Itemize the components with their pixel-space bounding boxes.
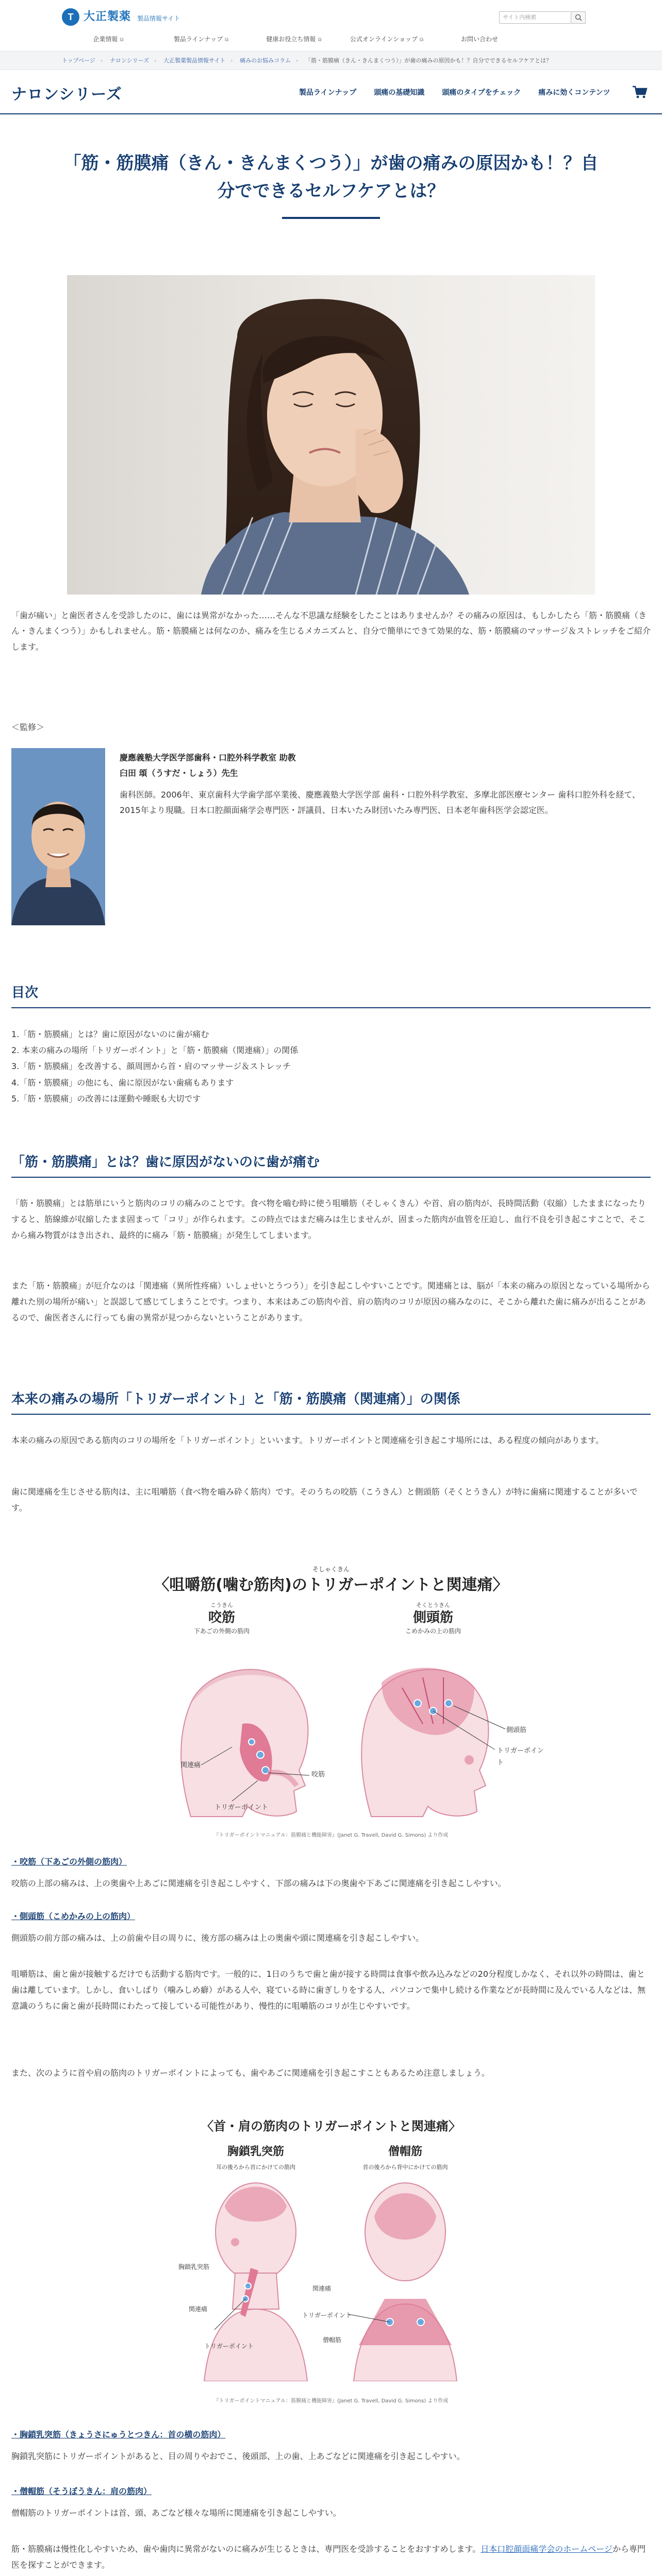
nav-pain-contents[interactable]: 痛みに効くコンテンツ <box>538 89 610 97</box>
corp-nav-products[interactable]: 製品ラインナップ ⧉ <box>173 36 229 43</box>
trapezius-heading: ・僧帽筋（そうぼうきん：肩の筋肉） <box>11 2486 152 2496</box>
chevron-right-icon: › <box>154 57 157 64</box>
corp-nav-shop[interactable]: 公式オンラインショップ ⧉ <box>350 36 424 43</box>
figure-neck-shoulder-muscles <box>173 2119 489 2407</box>
toc-divider <box>11 1007 651 1008</box>
scm-text: 胸鎖乳突筋にトリガーポイントがあると、目の周りやおでこ、後頭部、上の歯、上あごなどに関連痛を引き起こしやすい。 <box>11 2451 465 2461</box>
toc-item[interactable]: 3.「筋・筋膜痛」を改善する、顔周囲から首・肩のマッサージ＆ストレッチ <box>11 1061 291 1072</box>
chevron-right-icon: › <box>101 57 103 64</box>
label-referred-pain: 関連痛 <box>312 2285 332 2292</box>
corp-nav-contact[interactable]: お問い合わせ <box>460 36 498 43</box>
search-button[interactable] <box>571 11 586 24</box>
label-trigger-point: トリガーポイント <box>204 2343 254 2350</box>
trapezius-text: 僧帽筋のトリガーポイントは首、頭、あごなど様々な場所に関連痛を引き起こしやすい。 <box>11 2508 341 2518</box>
label-trapezius: 僧帽筋 <box>323 2336 342 2344</box>
nav-headache-check[interactable]: 頭痛のタイプをチェック <box>442 89 521 97</box>
figure-panel-right: そくとうきん 側頭筋 こめかみの上の筋肉 <box>371 1600 495 1637</box>
external-link-icon: ⧉ <box>419 37 424 43</box>
corp-nav-company[interactable]: 企業情報 ⧉ <box>93 36 124 43</box>
section-2-paragraph: 歯に関連痛を生じさせる筋肉は、主に咀嚼筋（食べ物を嚙み砕く筋肉）です。そのうちの咬筋（こうきん）と側頭筋（そくとうきん）が特に歯痛に関連することが多いです。 <box>11 1487 638 1513</box>
corporate-nav <box>62 34 526 45</box>
section-divider <box>11 1177 651 1178</box>
hero-image-woman-toothache <box>67 275 595 595</box>
table-of-contents <box>11 1026 651 1107</box>
section-1-heading: 「筋・筋膜痛」とは？歯に原因がないのに歯が痛む <box>11 1155 320 1170</box>
figure-masticatory-muscles <box>113 1564 549 1842</box>
toc-item[interactable]: 5.「筋・筋膜痛」の改善には運動や睡眠も大切です <box>11 1093 201 1104</box>
section-2-paragraph: 本来の痛みの原因である筋肉のコリの場所を「トリガーポイント」といいます。トリガーポイントと関連痛を引き起こす場所には、ある程度の傾向があります。 <box>11 1435 604 1445</box>
cart-icon[interactable] <box>632 86 648 99</box>
masseter-text: 咬筋の上部の痛みは、上の奥歯や上あごに関連痛を引き起こしやすく、下部の痛みは下の奥歯や下あごに関連痛を引き起こしやすい。 <box>11 1878 506 1888</box>
product-header <box>0 70 662 114</box>
trapezius-title: 僧帽筋 <box>388 2145 422 2158</box>
scm-heading: ・胸鎖乳突筋（きょうさにゅうとつきん：首の横の筋肉） <box>11 2430 226 2439</box>
figure-title: 〈首・肩の筋肉のトリガーポイントと関連痛〉 <box>201 2119 461 2133</box>
jaofp-link[interactable]: 日本口腔顔面痛学会のホームページ <box>481 2544 613 2554</box>
label-scm: 胸鎖乳突筋 <box>178 2263 210 2270</box>
toc-item[interactable]: 1.「筋・筋膜痛」とは？歯に原因がないのに歯が痛む <box>11 1029 209 1039</box>
section-2-paragraph: 咀嚼筋は、歯と歯が接触するだけでも活動する筋肉です。一般的に、1日のうちで歯と歯が接する時間は食事や飲み込みなどの20分程度しかなく、それ以外の時間は、歯と歯は離しています。しかし、食いしばり（噛みしめ癖）がある人や、寝ている時に歯ぎしりをする人、パソコンで集中し続ける作業などが長時間に及んでいる人などは、無意識のうちに歯と歯が長時間にわたって接している可能性があり、慢性的に咀嚼筋のコリが生じやすいです。 <box>11 1969 646 2011</box>
figure-caption: 『トリガーポイントマニュアル：筋膜痛と機能障害』(Janet G. Travell, David G. Simons) より作成 <box>213 2398 449 2404</box>
section-1-paragraph: また「筋・筋膜痛」が厄介なのは「関連痛（異所性疼痛）いしょせいとうつう）」を引き起こしやすいことです。関連痛とは、脳が「本来の痛みの原因となっている場所から離れた別の場所が痛い」と誤認して感じてしまうことです。つまり、本来はあごの筋肉や首、肩の筋肉のコリが原因の痛みなのに、そこから離れた歯に痛みが出ることがあるので、歯医者さんに行っても歯の異常が見つからないということがあります。 <box>11 1281 650 1323</box>
label-referred-pain: 関連痛 <box>189 2306 208 2313</box>
masseter-title: 咬筋 <box>208 1610 235 1626</box>
corporate-logo-sub: 製品情報サイト <box>137 14 180 22</box>
toc-heading: 目次 <box>11 985 39 1001</box>
scm-title: 胸鎖乳突筋 <box>227 2145 284 2158</box>
temporalis-title: 側頭筋 <box>412 1610 453 1626</box>
breadcrumb-item[interactable]: ナロンシリーズ <box>109 57 150 64</box>
site-search-input[interactable]: サイト内検索 <box>499 11 571 24</box>
masseter-heading: ・咬筋（下あごの外側の筋肉） <box>11 1857 127 1867</box>
corporate-logo[interactable] <box>62 7 180 27</box>
figure-panel-right: 僧帽筋 首の後ろから背中にかけての筋肉 <box>343 2142 467 2172</box>
corporate-logo-text: 大正製薬 <box>84 10 131 23</box>
section-2-paragraph: また、次のように首や肩の筋肉のトリガーポイントによっても、歯やあごに関連痛を引き起こすこともあるため注意しましょう。 <box>11 2068 490 2078</box>
nav-headache-basics[interactable]: 頭痛の基礎知識 <box>374 89 425 97</box>
label-trigger-point: トリガーポイント <box>214 1804 268 1811</box>
breadcrumb <box>0 52 662 70</box>
label-trigger-point: トリガーポイント <box>302 2312 352 2319</box>
figure-title: 〈咀嚼筋(噛む筋肉)のトリガーポイントと関連痛〉 <box>154 1576 508 1594</box>
breadcrumb-item[interactable]: 痛みのお悩みコラム <box>240 57 291 64</box>
figure-ruby: そしゃくきん <box>312 1566 350 1573</box>
hero-illustration <box>67 275 595 595</box>
external-link-icon: ⧉ <box>120 37 124 43</box>
corp-nav-health[interactable]: 健康お役立ち情報 ⧉ <box>266 36 322 43</box>
chevron-right-icon: › <box>296 57 299 64</box>
supervisor-label: ＜監修＞ <box>11 722 45 732</box>
supervisor-photo <box>11 748 105 925</box>
toc-item[interactable]: 2. 本来の痛みの場所「トリガーポイント」と「筋・筋膜痛（関連痛）」の関係 <box>11 1045 299 1056</box>
external-link-icon: ⧉ <box>225 37 229 43</box>
temporalis-heading: ・側頭筋（こめかみの上の筋肉） <box>11 1911 136 1921</box>
breadcrumb-current: 「筋・筋膜痛（きん・きんまくつう）」が歯の痛みの原因かも！？自分でできるセルフケアとは？ <box>305 57 552 64</box>
chevron-right-icon: › <box>230 57 233 64</box>
figure-panel-left: 胸鎖乳突筋 耳の後ろから首にかけての筋肉 <box>194 2142 318 2172</box>
label-masseter: 咬筋 <box>311 1771 325 1778</box>
figure-heads-illustration <box>113 1647 549 1822</box>
section-1-paragraph: 「筋・筋膜痛」とは筋単にいうと筋肉のコリの痛みのことです。食べ物を嚙む時に使う咀嚼筋（そしゃくきん）や首、肩の筋肉が、長時間活動（収縮）したままになったりすると、筋線維が収縮したまま固まって「コリ」が作られます。この時点ではまだ痛みは生じませんが、固まった筋肉が血管を圧迫し、血行不良を引き起こすことで、そこから痛み物質がはき出され、最終的に痛み「筋・筋膜痛」が発生してしまいます。 <box>11 1198 646 1241</box>
taisho-logo-icon: T <box>62 8 79 26</box>
section-2-paragraph: 筋・筋膜痛は慢性化しやすいため、歯や歯肉に異常がないのに痛みが生じるときは、専門医を受診することをおすすめします。日本口腔顔面痛学会のホームページから専門医を探すことができます。 <box>11 2544 646 2570</box>
article-title-block <box>62 149 600 219</box>
supervisor-bio: 歯科医師。2006年、東京歯科大学歯学部卒業後、慶應義塾大学医学部 歯科・口腔外科学教室、多摩北部医療センター 歯科口腔外科を経て、2015年より現職。日本口腔顔面痛学会専門医・評議員、日本いたみ財団いたみ専門医、日本老年歯科医学会認定医。 <box>120 790 640 816</box>
label-temporalis: 側頭筋 <box>506 1726 527 1734</box>
label-trigger-point: トリガーポイント <box>497 1747 544 1767</box>
section-divider <box>11 1414 651 1415</box>
breadcrumb-item[interactable]: 大正製薬製品情報サイト <box>163 57 226 64</box>
naron-series-logo[interactable]: ナロンシリーズ <box>11 86 122 104</box>
external-link-icon: ⧉ <box>318 37 322 43</box>
temporalis-text: 側頭筋の前方部の痛みは、上の前歯や目の周りに、後方部の痛みは上の奥歯や頭に関連痛を引き起こしやすい。 <box>11 1933 424 1943</box>
title-underline <box>282 217 380 219</box>
supervisor-title: 慶應義塾大学医学部歯科・口腔外科学教室 助教 臼田 頌（うすだ・しょう）先生 <box>120 753 296 778</box>
section-2-heading: 本来の痛みの場所「トリガーポイント」と「筋・筋膜痛（関連痛）」の関係 <box>11 1392 460 1407</box>
page-title: 「筋・筋膜痛（きん・きんまくつう）」が歯の痛みの原因かも！？自分でできるセルフケアとは？ <box>63 153 599 202</box>
product-nav <box>299 87 610 99</box>
figure-caption: 『トリガーポイントマニュアル：筋膜痛と機能障害』(Janet G. Travell, David G. Simons) より作成 <box>213 1833 449 1838</box>
figure-panel-left: こうきん 咬筋 下あごの外側の筋肉 <box>160 1600 284 1637</box>
corporate-header <box>0 0 662 52</box>
supervisor-portrait <box>11 748 105 925</box>
nav-lineup[interactable]: 製品ラインナップ <box>299 89 357 97</box>
label-referred-pain: 関連痛 <box>180 1761 201 1769</box>
breadcrumb-item[interactable]: トップページ <box>62 57 96 64</box>
search-icon <box>575 14 582 21</box>
toc-item[interactable]: 4.「筋・筋膜痛」の他にも、歯に原因がない歯痛もあります <box>11 1077 234 1088</box>
article-intro: 「歯が痛い」と歯医者さんを受診したのに、歯には異常がなかった……そんな不思議な経験をしたことはありませんか？その痛みの原因は、もしかしたら「筋・筋膜痛（きん・きんまくつう）」かもしれません。筋・筋膜痛とは何なのか、痛みを生じるメカニズムと、自分で簡単にできて効果的な、筋・筋膜痛のマッサージ＆ストレッチをご紹介します。 <box>11 611 651 652</box>
